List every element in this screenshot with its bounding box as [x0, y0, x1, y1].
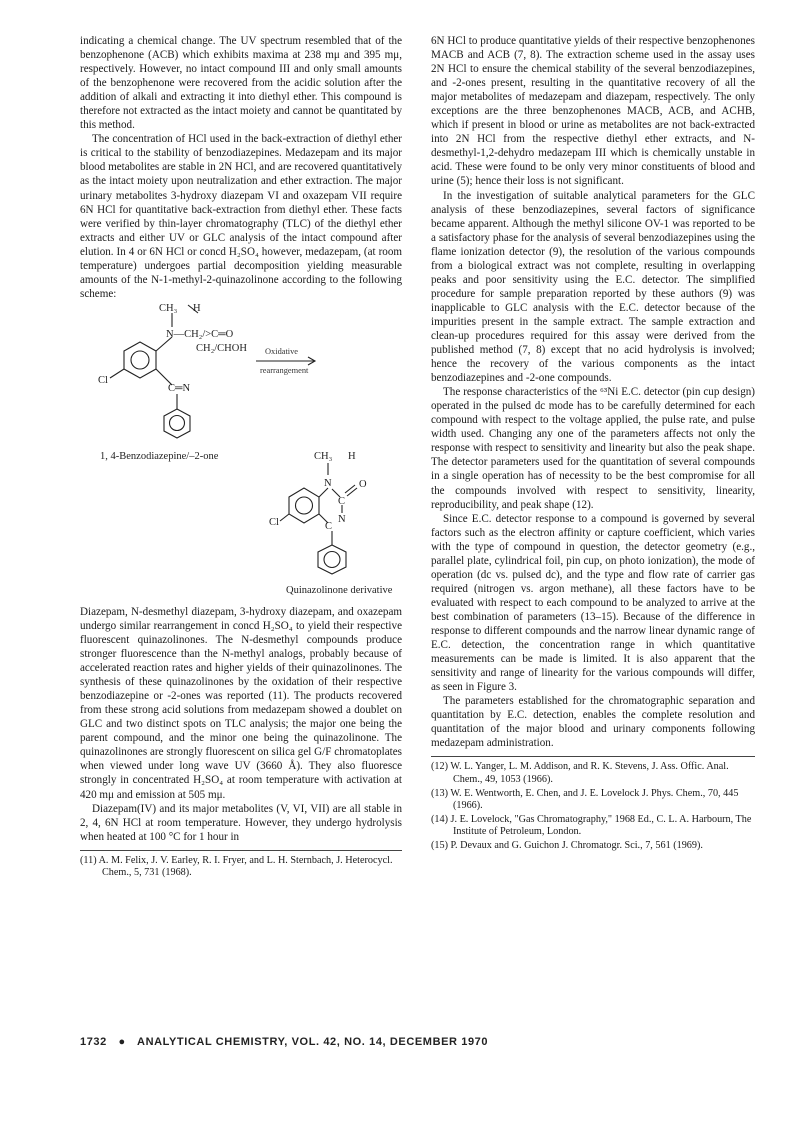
bullet-icon: ●: [118, 1036, 126, 1048]
paragraph: The concentration of HCl used in the back-extraction of diethyl ether is critical to the stability of benzodiazepines. Medazepam and its major blood metabolites are stable in 2N HCl, and are recovered quantitatively as the intact moiety upon neutralization and ether extraction. The major urinary metabolites 3-hydroxy diazepam VI and oxazepam VII require 6N HCl for quantitative back-extraction from diethyl ether. These facts were verified by thin-layer chromatography (TLC) of the diethyl ether extracts and either UV or GLC analysis of the intact compound after elution. In 4 or 6N HCl or concd H₂SO₄ however, medazepam, (at room temperature) undergoes partial decomposition yielding measurable amounts of the N-1-methyl-2-quinazolinone according to the following scheme:: [80, 133, 402, 300]
ch2-choh-label: CH₂/CHOH: [196, 342, 247, 354]
benzene-ring: [289, 488, 319, 523]
h-label: H: [348, 450, 356, 462]
ch3-label: CH₃: [314, 450, 333, 462]
reference: (14) J. E. Lovelock, "Gas Chromatography," 1968 Ed., C. L. A. Harbourn, The Institute of Petroleum, London.: [431, 813, 752, 838]
journal-citation: ANALYTICAL CHEMISTRY, VOL. 42, NO. 14, DECEMBER 1970: [137, 1036, 489, 1048]
paragraph: 6N HCl to produce quantitative yields of their respective benzophenones MACB and ACB (7, 8). The extraction scheme used in the assay uses 2N HCl to ensure the chemical stability of the several benzodiazepines, and -2-ones present, resulting in the quantitative recovery of all the major metabolites of medazepam and diazepam, respectively. The only exceptions are the three benzophenones MACB, ACB, and ACHB, which if present in blood or urine as metabolites are not back-extracted into 2N HCl from the respective diethyl ether extracts, and N-desmethyl-1,2-dehydro medazepam III which is chemically unstable in acid. These were found to be only very minor constituents of blood and urine (5); hence their loss is not significant.: [431, 35, 755, 188]
paragraph: Since E.C. detector response to a compound is governed by several factors such as the electron affinity or capture coefficient, which varies with the type of compound in question, the detector geometry (e.g., parallel plate, cylindrical foil, pin cup, on photo ionization), the mode of operation (dc vs. pulsed dc), and the type and flow rate of carrier gas required (nitrogen vs. argon methane), all these factors have to be evaluated with respect to each compound to be analyzed to arrive at the best combination of parameters (13–15). Because of the difference in response to different compounds and the narrow linear dynamic range of E.C. detection, the concentration range in which quantitative measurements can be made is limited. It is also apparent that the sensitivity and range of linearity for the various compounds will differ, as seen in Figure 3.: [431, 512, 755, 694]
footnote-divider: [80, 850, 402, 851]
h-label: H: [193, 302, 201, 314]
phenyl-ring: [164, 409, 190, 438]
references: [80, 855, 402, 880]
reference: (11) A. M. Felix, J. V. Earley, R. I. Fryer, and L. H. Sternbach, J. Heterocycl. Chem., 5, 731 (1968).: [80, 854, 393, 879]
cl-label: Cl: [269, 516, 279, 528]
aromatic-circle: [296, 497, 313, 514]
page-footer: [80, 1036, 488, 1048]
paragraph: Diazepam, N-desmethyl diazepam, 3-hydroxy diazepam, and oxazepam undergo similar rearrangement in concd H₂SO₄ to yield their respective fluorescent quinazolinones. The N-desmethyl compounds produce stronger fluorescence than the N-methyl analogs, probably because of accelerated reaction rates and higher yields of their quinazolinones. The synthesis of these quinazolinones by the oxidation of their respective benzodiazepine or -2-ones was reported (11). The products recovered from these strong acid solutions from medazepam showed a doublet on GLC and two distinct spots on TLC analysis; the major one being the parent compound, and the minor one being the quinazolinone. The quinazolinones are strongly fluorescent on silica gel G/F chromatoplates when viewed under long wave UV (3660 Å). They also fluoresce strongly in concentrated H₂SO₄ at room temperature with activation at 420 mμ and emission at 505 mμ.: [80, 605, 402, 801]
aromatic-circle: [324, 551, 340, 567]
footnote-divider: [431, 756, 755, 757]
phenyl-ring: [318, 545, 346, 574]
scheme-caption-left: 1, 4-Benzodiazepine/–2-one: [100, 450, 219, 462]
paragraph: Diazepam(IV) and its major metabolites (V, VI, VII) are all stable in 2, 4, 6N HCl at room temperature. However, they undergo hydrolysis when heated at 100 °C for 1 hour in: [80, 802, 402, 843]
reaction-scheme: [80, 303, 402, 599]
aromatic-circle: [170, 415, 185, 430]
reference: (13) W. E. Wentworth, E. Chen, and J. E. Lovelock J. Phys. Chem., 70, 445 (1966).: [431, 787, 739, 812]
arrow-label-top: Oxidative: [265, 346, 299, 356]
paragraph: In the investigation of suitable analytical parameters for the GLC analysis of these benzodiazepines, several factors of significance became apparent. Although the methyl silicone OV-1 was reported to be a satisfactory phase for the analysis of several benzodiazepines using the flame ionization detector (9), the resolution of the various compounds from a biological extract was not complete, resulting in overlapping peaks and poor sensitivity using the E.C. detector. The simplified procedure for sample preparation reported by these authors (9) was inapplicable to GLC analysis with the E.C. detector because of the impurities present in the sample extract. The sample extraction and clean-up procedures required for this assay were derived from the published method (7, 8) except that no acid hydrolysis is involved; hence the recovery of the various components as the intact benzodiazepines and -2-one compounds.: [431, 189, 755, 385]
n-label: N—CH₂/>C═O: [166, 328, 234, 340]
reference: (15) P. Devaux and G. Guichon J. Chromatogr. Sci., 7, 561 (1969).: [431, 839, 703, 851]
paragraph: The parameters established for the chromatographic separation and quantitation by E.C. detection, enables the complete resolution and quantitation of the major blood and urinary components following medazepam administration.: [431, 695, 755, 750]
references: [431, 761, 755, 852]
ch3-label: CH₃: [159, 302, 178, 314]
n-label: N: [338, 513, 346, 525]
right-column: [431, 34, 755, 854]
aromatic-circle: [131, 351, 149, 369]
paragraph: indicating a chemical change. The UV spectrum resembled that of the benzophenone (ACB) which exhibits maxima at 238 mμ and 395 mμ, respectively. However, no intact compound III and only small amounts of the benzophenone were recovered from the acidic solution after the addition of alkali and extracting it into diethyl ether. This compound is therefore not extracted as the intact moiety and cannot be quantitated by this method.: [80, 35, 402, 132]
cl-label: Cl: [98, 374, 108, 386]
scheme-caption-right: Quinazolinone derivative: [286, 584, 393, 596]
left-column: [80, 34, 402, 881]
benzene-ring: [124, 342, 156, 378]
o-label: O: [359, 478, 367, 490]
reference: (12) W. L. Yanger, L. M. Addison, and R. K. Stevens, J. Ass. Offic. Anal. Chem., 49, 1053 (1966).: [431, 761, 729, 785]
paragraph: The response characteristics of the ⁶³Ni E.C. detector (pin cup design) operated in the pulsed dc mode has to be carefully determined for each compound with respect to the voltage applied, the pulse rate, and pulse width used. Changing any one of the parameters affects not only the response with respect to sensitivity and linearity but also the peak shape. The detector parameters used for the quantitation of several compounds in a single operation has of necessity to be the best compromise for all the compounds involved with respect to sensitivity, linearity, reproducibility, and peak shape (12).: [431, 386, 755, 511]
arrow-label-bottom: rearrangement: [260, 365, 309, 375]
n-label: N: [324, 477, 332, 489]
c-label: C: [338, 495, 346, 507]
page-number: 1732: [80, 1036, 107, 1048]
c-label: C: [325, 520, 333, 532]
reaction-scheme-drawing: [80, 303, 402, 599]
c-eq-n-label: C═N: [168, 382, 191, 394]
